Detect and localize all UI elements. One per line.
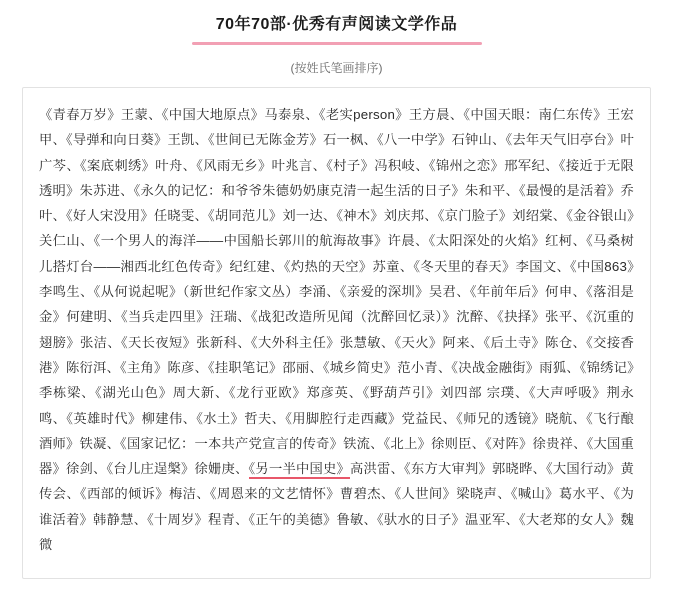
page-title: 70年70部·优秀有声阅读文学作品 (215, 16, 458, 33)
work-list-paragraph (39, 102, 634, 557)
highlighted-work-title: 《另一半中国史》 (249, 461, 350, 479)
title-block (0, 0, 673, 45)
work-list-main: 《青春万岁》王蒙、《中国大地原点》马泰泉、《老实person》王方晨、《中国天眼：南仁东传》王宏甲、《导弹和向日葵》王凯、《世间已无陈金芳》石一枫、《八一中学》石钟山、《去年天气旧亭台》叶广芩、《案底刺绣》叶舟、《风雨无乡》叶兆言、《村子》冯积岐、《锦州之恋》邢军纪、《接近于无限透明》朱苏进、《永久的记忆：和爷爷朱德奶奶康克清一起生活的日子》朱和平、《最慢的是活着》乔叶、《好人宋没用》任晓雯、《胡同范儿》刘一达、《神木》刘庆邦、《京门脸子》刘绍棠、《金谷银山》关仁山、《一个男人的海洋——中国船长郭川的航海故事》许晨、《太阳深处的火焰》红柯、《马桑树儿搭灯台——湘西北红色传奇》纪红建、《灼热的天空》苏童、《冬天里的春天》李国文、《中国863》李鸣生、《从何说起呢》（新世纪作家文丛）李涌、《亲爱的深圳》吴君、《年前年后》何申、《落泪是金》何建明、《当兵走四里》汪瑞、《战犯改造所见闻（沈醉回忆录）》沈醉、《抉择》张平、《沉重的翅膀》张洁、《天长夜短》张新科、《大外科主任》张慧敏、《天火》阿来、《后土寺》陈仓、《交接香港》陈衍洱、《主角》陈彦、《挂职笔记》邵丽、《城乡简史》范小青、《决战金融街》雨狐、《锦绣记》季栋梁、《湖光山色》周大新、《龙行亚欧》郑彦英、《野葫芦引》刘四部 宗璞、《大声呼吸》荆永鸣、《英雄时代》柳建伟、《水土》哲夫、《用脚腔行走西藏》党益民、《师兄的透镜》晓航、《飞行酿酒师》铁凝、《国家记忆：一本共产党宣言的传奇》铁流、《北上》徐则臣、《对阵》徐贵祥、《大国重器》徐剑、《台儿庄逞槃》徐姗庚、 (39, 107, 634, 477)
page-subtitle: (按姓氏笔画排序) (290, 61, 383, 75)
title-underline-decoration (192, 42, 482, 45)
work-list-tail: 高洪雷、《东方大审判》郭晓晔、《大国行动》黄传会、《西部的倾诉》梅洁、《周恩来的文艺情怀》曹碧杰、《人世间》梁晓声、《喊山》葛水平、《为谁活着》韩静慧、《十周岁》程青、《正午的美德》鲁敏、《驮水的日子》温亚军、《大老郑的女人》魏微 (39, 461, 634, 553)
content-panel (22, 87, 651, 579)
